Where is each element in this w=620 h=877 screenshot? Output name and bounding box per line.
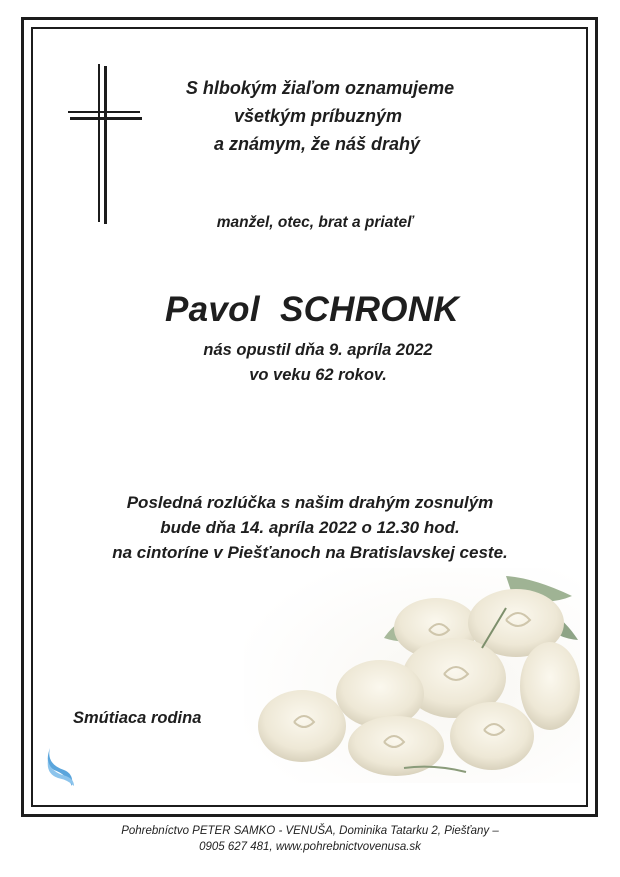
relation-text: manžel, otec, brat a priateľ <box>216 214 414 231</box>
announcement-line-2: všetkým príbuzným <box>233 106 403 126</box>
venusa-logo <box>44 746 78 788</box>
funeral-line-2: bude dňa 14. apríla 2022 o 12.30 hod. <box>160 518 460 537</box>
white-roses-image <box>244 568 580 783</box>
footer-line-1: Pohrebníctvo PETER SAMKO - VENUŠA, Dominika Tatarku 2, Piešťany – <box>121 825 499 837</box>
funeral-line-3: na cintoríne v Piešťanoch na Bratislavskej ceste. <box>112 543 508 562</box>
signature-text: Smútiaca rodina <box>73 709 202 727</box>
announcement-line-3: a známym, že náš drahý <box>213 134 421 154</box>
age-line: vo veku 62 rokov. <box>249 366 387 384</box>
footer-line-2: 0905 627 481, www.pohrebnictvovenusa.sk <box>199 841 421 853</box>
last-name: SCHRONK <box>279 290 459 329</box>
funeral-line-1: Posledná rozlúčka s našim drahým zosnulým <box>126 493 494 512</box>
first-name: Pavol <box>164 290 260 329</box>
deceased-name <box>2 290 620 330</box>
announcement-line-1: S hlbokým žiaľom oznamujeme <box>185 78 455 98</box>
death-date-line: nás opustil dňa 9. apríla 2022 <box>203 341 433 359</box>
